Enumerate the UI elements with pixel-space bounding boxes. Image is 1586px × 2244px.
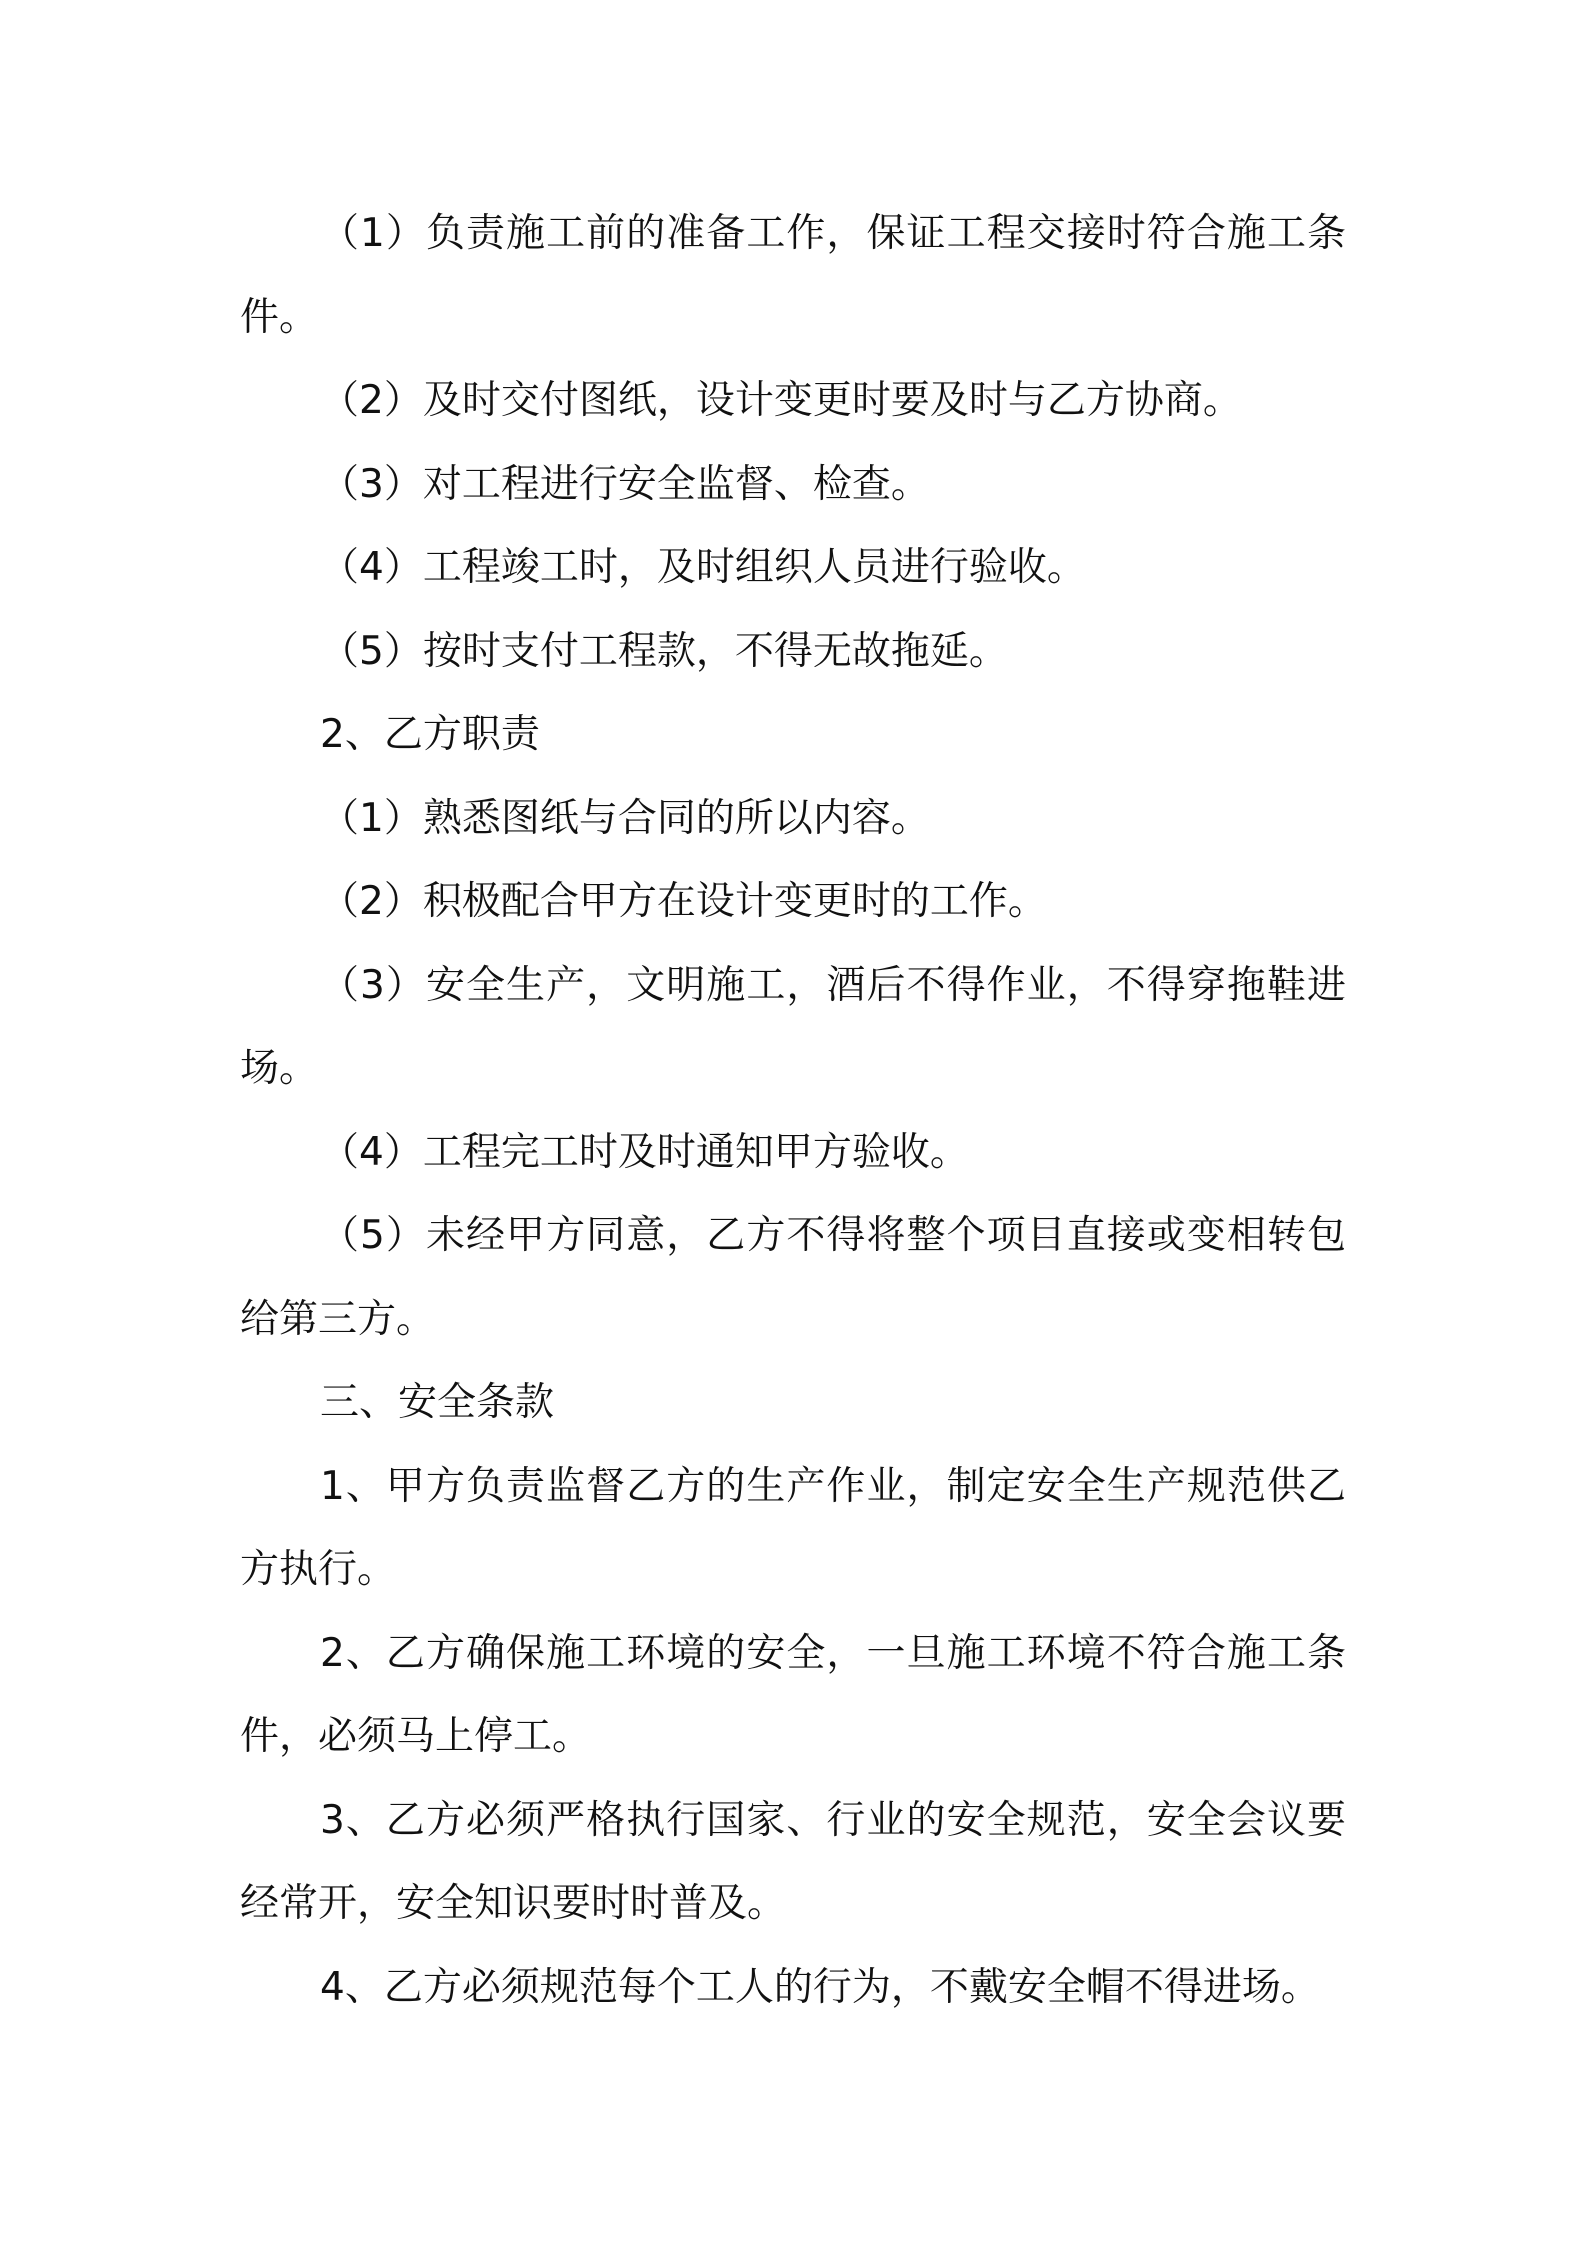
paragraph-party-b-duty-1: （1）熟悉图纸与合同的所以内容。 bbox=[320, 795, 930, 841]
paragraph-party-a-duty-1: （1）负责施工前的准备工作，保证工程交接时符合施工条件。 bbox=[240, 211, 1346, 340]
paragraph-party-b-duty-3: （3）安全生产，文明施工，酒后不得作业，不得穿拖鞋进场。 bbox=[240, 962, 1346, 1091]
paragraph-safety-clause-4: 4、乙方必须规范每个工人的行为，不戴安全帽不得进场。 bbox=[320, 1964, 1320, 2010]
section-heading-party-b-duties: 2、乙方职责 bbox=[320, 712, 540, 757]
paragraph-party-a-duty-5: （5）按时支付工程款，不得无故拖延。 bbox=[320, 628, 1008, 674]
paragraph-safety-clause-1: 1、甲方负责监督乙方的生产作业，制定安全生产规范供乙方执行。 bbox=[240, 1463, 1346, 1592]
section-heading-safety-clauses: 三、安全条款 bbox=[320, 1380, 555, 1425]
paragraph-safety-clause-3: 3、乙方必须严格执行国家、行业的安全规范，安全会议要经常开，安全知识要时时普及。 bbox=[240, 1797, 1346, 1926]
document-body bbox=[240, 192, 1346, 2029]
paragraph-party-b-duty-5: （5）未经甲方同意，乙方不得将整个项目直接或变相转包给第三方。 bbox=[240, 1213, 1346, 1342]
paragraph-party-a-duty-3: （3）对工程进行安全监督、检查。 bbox=[320, 461, 930, 507]
paragraph-party-b-duty-4: （4）工程完工时及时通知甲方验收。 bbox=[320, 1129, 969, 1175]
paragraph-safety-clause-2: 2、乙方确保施工环境的安全，一旦施工环境不符合施工条件，必须马上停工。 bbox=[240, 1630, 1346, 1759]
paragraph-party-a-duty-2: （2）及时交付图纸，设计变更时要及时与乙方协商。 bbox=[320, 378, 1242, 423]
paragraph-party-b-duty-2: （2）积极配合甲方在设计变更时的工作。 bbox=[320, 879, 1047, 924]
paragraph-party-a-duty-4: （4）工程竣工时，及时组织人员进行验收。 bbox=[320, 545, 1086, 590]
